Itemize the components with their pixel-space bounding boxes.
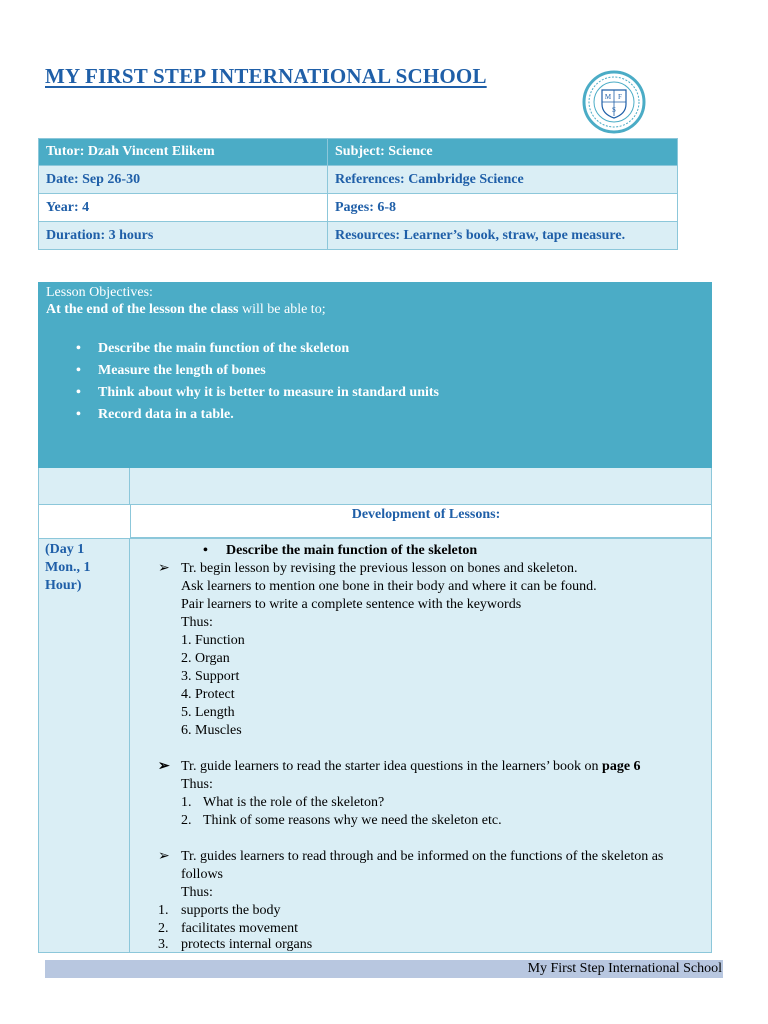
function-number: 3. [158,937,169,952]
day-cell [38,538,130,953]
lesson-objectives-box [38,282,712,468]
school-logo [582,70,646,134]
thus-label: Thus: [181,615,213,630]
thus-label: Thus: [181,885,213,900]
objective-item: • Record data in a table. [72,404,704,426]
lesson-subheading: Describe the main function of the skeleton [226,543,478,558]
thus-label: Thus: [181,777,213,792]
tutor-cell: Tutor: Dzah Vincent Elikem [39,139,328,166]
development-left-cell [38,505,130,538]
question-number: 2. [181,813,192,828]
pages-cell: Pages: 6-8 [328,194,678,222]
objectives-intro: At the end of the lesson the class will be able to; [46,302,326,317]
logo-letter-3: S [612,106,616,114]
lesson-content-cell [130,538,712,953]
duration-cell: Duration: 3 hours [39,222,328,250]
objectives-heading: Lesson Objectives: [46,285,153,300]
function-number: 1. [158,903,169,918]
development-title: Development of Lessons: [130,505,712,538]
step-text: Ask learners to mention one bone in their body and where it can be found. [181,579,597,594]
day-line: (Day 1 [45,542,85,557]
year-cell: Year: 4 [39,194,328,222]
arrow-icon: ➢ [158,759,170,774]
question-number: 1. [181,795,192,810]
info-row [39,139,678,166]
table-spacer-left [38,468,130,505]
keyword-item: 3. Support [181,669,240,684]
step-text: Pair learners to write a complete sentence with the keywords [181,597,522,612]
objective-item: • Describe the main function of the skeleton [72,338,704,360]
function-text: protects internal organs [181,937,313,952]
objective-item: • Think about why it is better to measure in standard units [72,382,704,404]
function-number: 2. [158,921,169,936]
logo-letter-2: F [618,93,622,101]
arrow-icon: ➢ [158,849,170,864]
step-text: Tr. guide learners to read the starter idea questions in the learners’ book on page 6 [181,759,641,774]
logo-letter-1: M [604,93,612,101]
arrow-icon: ➢ [158,561,170,576]
info-row [39,222,678,250]
subheading-bullet: • [203,543,208,558]
resources-cell: Resources: Learner’s book, straw, tape measure. [328,222,678,250]
function-text: supports the body [181,903,281,918]
step-text: follows [181,867,223,882]
info-row [39,166,678,194]
references-cell: References: Cambridge Science [328,166,678,194]
function-text: facilitates movement [181,921,299,936]
date-cell: Date: Sep 26-30 [39,166,328,194]
keyword-item: 5. Length [181,705,235,720]
step-text: Tr. guides learners to read through and be informed on the functions of the skeleton as [181,849,664,864]
objectives-list [72,338,704,426]
day-line: Mon., 1 [45,560,91,575]
keyword-item: 1. Function [181,633,245,648]
day-line: Hour) [45,578,82,593]
info-row [39,194,678,222]
lesson-info-table [38,138,678,250]
keyword-item: 6. Muscles [181,723,242,738]
keyword-item: 4. Protect [181,687,235,702]
step-text: Tr. begin lesson by revising the previous lesson on bones and skeleton. [181,561,578,576]
question-text: What is the role of the skeleton? [203,795,385,810]
school-title: MY FIRST STEP INTERNATIONAL SCHOOL [45,64,487,88]
subject-cell: Subject: Science [328,139,678,166]
keyword-item: 2. Organ [181,651,230,666]
question-text: Think of some reasons why we need the skeleton etc. [203,813,502,828]
table-spacer-right [130,468,712,505]
objective-item: • Measure the length of bones [72,360,704,382]
footer-text: My First Step International School [527,961,722,976]
